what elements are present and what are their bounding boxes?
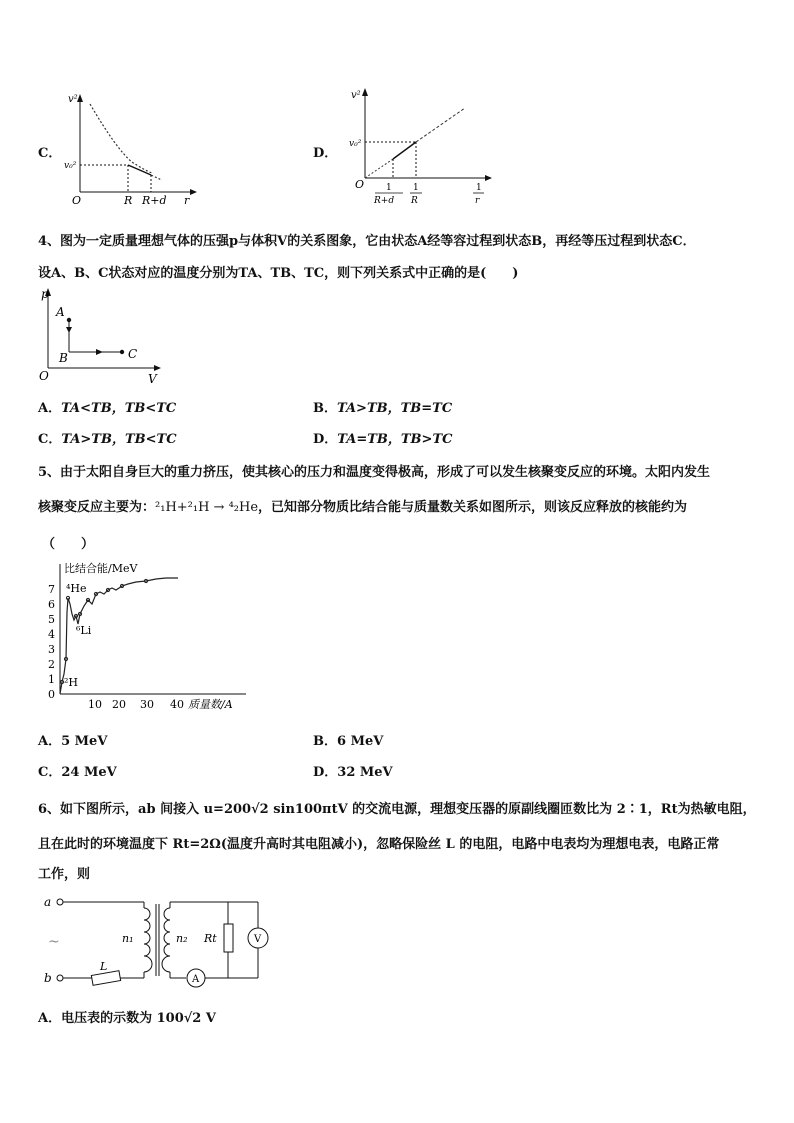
x-tick-10: 10 xyxy=(88,698,102,711)
graph-c-y-axis: v² xyxy=(68,94,78,105)
q6-circuit xyxy=(40,890,280,990)
graph-d-tick2-num: 1 xyxy=(413,183,419,193)
q5-option-c[interactable]: C．24 MeV xyxy=(38,765,117,780)
x-tick-30: 30 xyxy=(140,698,154,711)
q4-point-a: A xyxy=(56,305,65,319)
q4-pv-graph xyxy=(36,284,166,388)
q5-option-d[interactable]: D．32 MeV xyxy=(313,765,393,780)
graph-d-x-num: 1 xyxy=(476,183,482,193)
rt-label: Rt xyxy=(204,932,217,945)
graph-c-origin: O xyxy=(72,194,82,207)
q4-option-d[interactable]: D．TA=TB，TB>TC xyxy=(313,432,453,447)
y-tick-4: 4 xyxy=(48,628,55,641)
annot-4he: ⁴He xyxy=(66,582,87,595)
annot-6li: ⁶Li xyxy=(76,624,92,637)
q4-origin: O xyxy=(39,369,49,383)
thermistor-rt xyxy=(224,924,233,952)
y-tick-7: 7 xyxy=(48,583,55,596)
q4-v-axis: V xyxy=(148,372,157,386)
q6-line2: 且在此时的环境温度下 Rt=2Ω(温度升高时其电阻减小)，忽略保险丝 L 的电阻，电路中电表均为理想电表，电路正常 xyxy=(38,837,720,852)
q4-option-c[interactable]: C．TA>TB，TB<TC xyxy=(38,432,177,447)
q5-line2: 核聚变反应主要为：²₁H+²₁H → ⁴₂He，已知部分物质比结合能与质量数关系如图所示，则该反应释放的核能约为 xyxy=(38,500,688,515)
q6-line3: 工作，则 xyxy=(38,867,91,882)
q5-y-ticks xyxy=(48,583,55,701)
option-d-label: D． xyxy=(313,146,338,161)
n1-label: n₁ xyxy=(122,932,134,945)
graph-d-y-axis: v² xyxy=(351,90,361,101)
q5-option-b[interactable]: B．6 MeV xyxy=(313,734,384,749)
graph-d-x-den: r xyxy=(475,196,480,206)
q4-point-c: C xyxy=(128,347,138,361)
q5-ylabel: 比结合能/MeV xyxy=(64,562,138,575)
ammeter-label: A xyxy=(192,974,200,985)
graph-d-origin: O xyxy=(355,178,365,191)
y-tick-5: 5 xyxy=(48,613,55,626)
y-tick-3: 3 xyxy=(48,643,55,656)
graph-d-tick2-den: R xyxy=(411,196,418,206)
secondary-coil xyxy=(162,908,170,972)
graph-d xyxy=(343,84,493,208)
graph-c-x-axis: r xyxy=(184,194,190,207)
q5-xlabel: 质量数/A xyxy=(188,698,233,711)
voltmeter-label: V xyxy=(254,934,262,945)
terminal-b: b xyxy=(44,971,52,985)
graph-d-tick1-den: R+d xyxy=(374,196,395,206)
graph-d-tick1-num: 1 xyxy=(386,183,392,193)
q4-option-a[interactable]: A．TA<TB，TB<TC xyxy=(38,401,177,416)
q4-p-axis: p xyxy=(41,287,49,301)
y-tick-0: 0 xyxy=(48,688,55,701)
graph-c xyxy=(62,90,202,208)
q5-reaction: ²₁H+²₁H → ⁴₂He xyxy=(155,500,259,515)
q4-line1: 4、图为一定质量理想气体的压强p与体积V的关系图象，它由状态A经等容过程到状态B，再经等压过程到状态C． xyxy=(38,234,696,249)
q4-option-b[interactable]: B．TA>TB，TB=TC xyxy=(313,401,453,416)
x-tick-20: 20 xyxy=(112,698,126,711)
q5-option-a[interactable]: A．5 MeV xyxy=(38,734,108,749)
n2-label: n₂ xyxy=(176,932,188,945)
y-tick-1: 1 xyxy=(48,673,55,686)
annot-2h: ²H xyxy=(64,676,79,689)
option-c-label: C． xyxy=(38,146,62,161)
graph-d-y-mark: v₀² xyxy=(349,139,362,149)
y-tick-2: 2 xyxy=(48,658,55,671)
y-tick-6: 6 xyxy=(48,598,55,611)
q6-option-a[interactable]: A．电压表的示数为 100√2 V xyxy=(38,1011,216,1026)
q6-line1: 6、如下图所示，ab 间接入 u=200√2 sin100πtV 的交流电源，理想变压器的原副线圈匝数比为 2∶1，Rt为热敏电阻， xyxy=(38,802,756,817)
graph-c-y-mark: v₀² xyxy=(64,161,77,171)
q5-line1: 5、由于太阳自身巨大的重力挤压，使其核心的压力和温度变得极高，形成了可以发生核聚变反应的环境。太阳内发生 xyxy=(38,465,711,480)
q5-binding-energy-chart xyxy=(36,556,266,716)
q4-line2: 设A、B、C状态对应的温度分别为TA、TB、TC，则下列关系式中正确的是( ) xyxy=(38,266,519,281)
q4-point-b: B xyxy=(59,351,68,365)
fuse-label: L xyxy=(100,960,108,973)
q5-line3: （ ） xyxy=(42,537,95,552)
graph-c-xtick-rd: R+d xyxy=(142,194,167,207)
primary-coil xyxy=(144,908,152,972)
source-symbol: ~ xyxy=(48,934,60,950)
x-tick-40: 40 xyxy=(170,698,184,711)
terminal-a: a xyxy=(44,895,52,909)
graph-c-xtick-r: R xyxy=(124,194,133,207)
